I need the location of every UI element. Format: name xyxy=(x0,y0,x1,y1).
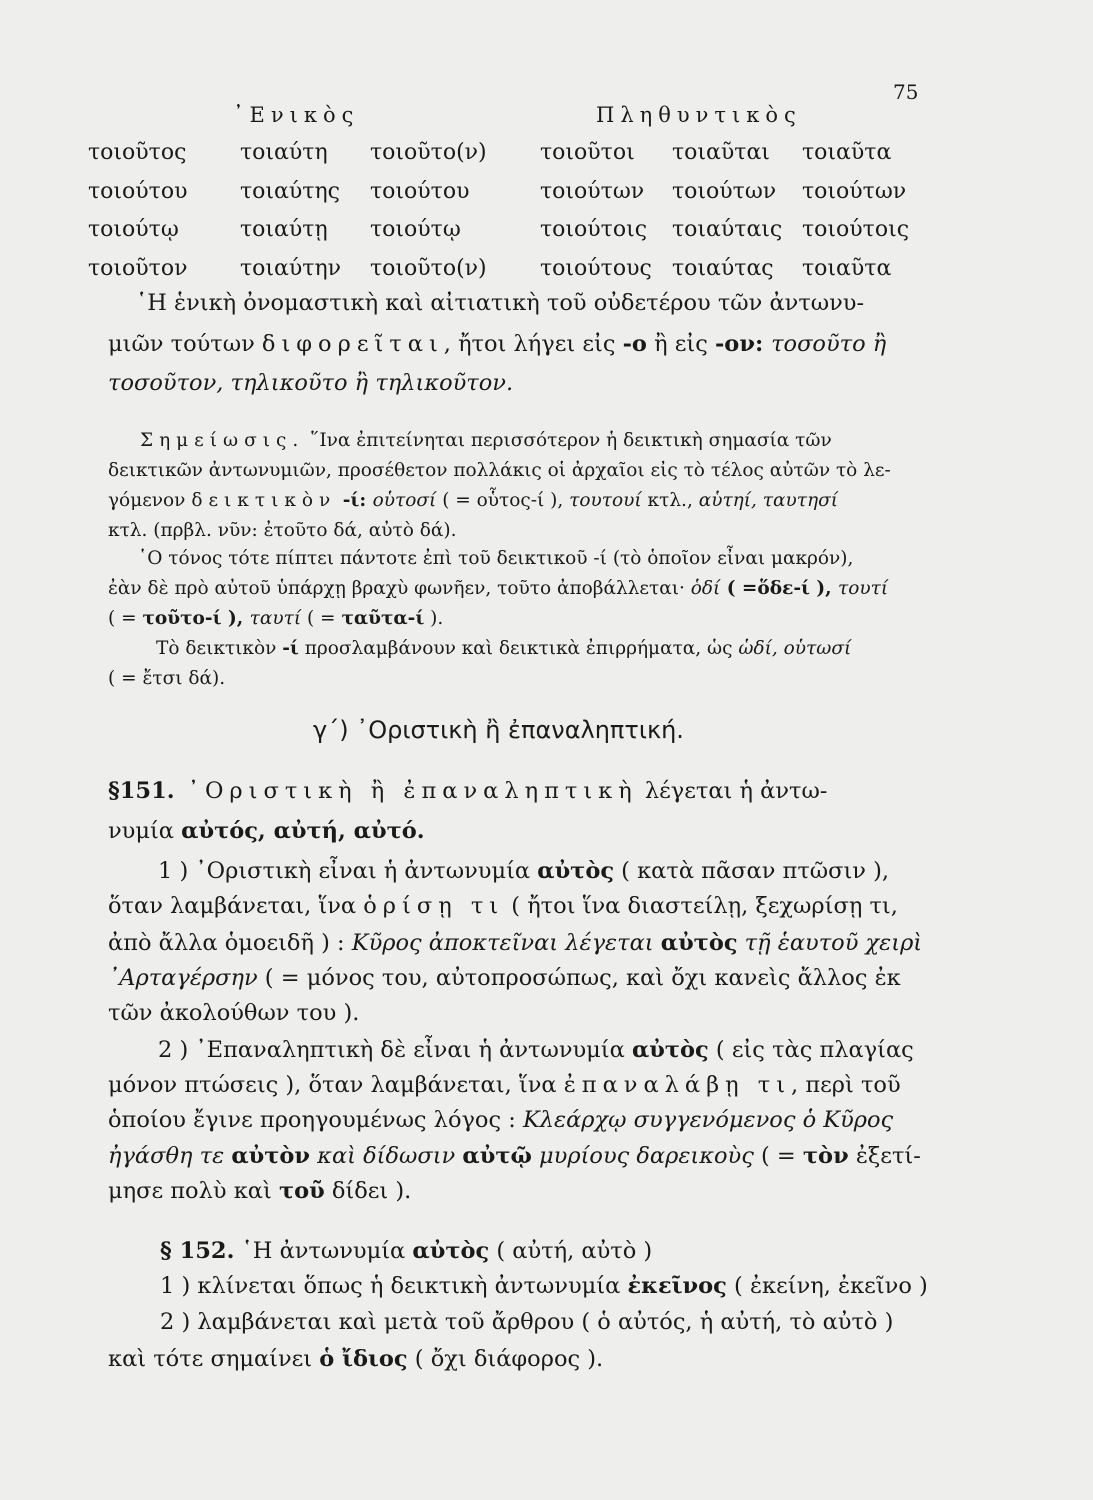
section-151-line: ἀπὸ ἄλλα ὁμοειδῆ ) : Κῦρος ἀποκτεῖναι λέγεται αὐτὸς τῇ ἑαυτοῦ χειρὶ xyxy=(108,930,923,956)
table-cell: τοιοῦτο(ν) xyxy=(370,255,487,281)
section-152-line: καὶ τότε σημαίνει ὁ ἴδιος ( ὄχι διάφορος ). xyxy=(108,1346,604,1372)
table-cell: τοιαύτη xyxy=(240,140,328,165)
note-line: γόμενον δεικτικὸν -ί: οὑτοσί ( = οὗτος-ί ), τουτουί κτλ., αὑτηί, ταυτησί xyxy=(108,490,838,511)
section-151-line: 1 ) ᾿Οριστικὴ εἶναι ἡ ἀντωνυμία αὐτὸς ( κατὰ πᾶσαν πτῶσιν ), xyxy=(158,858,890,884)
paragraph-line: μιῶν τούτων διφορεῖται, ἤτοι λήγει εἰς -ο ἢ εἰς -ον: τοσοῦτο ἢ xyxy=(108,331,887,357)
section-151-line: ὅταν λαμβάνεται, ἵνα ὁρίσῃ τι ( ἤτοι ἵνα διαστείλῃ, ξεχωρίσῃ τι, xyxy=(108,893,898,919)
table-cell: τοιαύτης xyxy=(240,178,340,204)
page-number: 75 xyxy=(893,80,919,104)
table-cell: τοιαύτας xyxy=(672,255,774,281)
table-cell: τοιούτους xyxy=(540,255,652,281)
section-151-line: τῶν ἀκολούθων του ). xyxy=(108,1000,360,1026)
table-cell: τοιοῦτον xyxy=(88,255,188,281)
table-cell: τοιούτῳ xyxy=(88,217,179,242)
note-line: ( = τοῦτο-ί ), ταυτί ( = ταῦτα-ί ). xyxy=(108,608,444,629)
paragraph-line: τοσοῦτον, τηλικοῦτο ἢ τηλικοῦτον. xyxy=(108,370,514,396)
table-cell: τοιοῦτος xyxy=(88,140,187,165)
table-cell: τοιούτου xyxy=(88,178,188,204)
table-cell: τοιούτου xyxy=(370,178,470,204)
section-151-line: ὁποίου ἔγινε προηγουμένως λόγος : Κλεάρχῳ συγγενόμενος ὁ Κῦρος xyxy=(108,1107,894,1133)
note-line: Τὸ δεικτικὸν -ί προσλαμβάνουν καὶ δεικτικὰ ἐπιρρήματα, ὡς ὡδί, οὑτωσί xyxy=(156,638,852,659)
table-cell: τοιαύτῃ xyxy=(240,217,328,242)
table-cell: τοιαῦτα xyxy=(802,255,892,281)
table-cell: τοιαύτην xyxy=(240,255,341,281)
section-152-line: 1 ) κλίνεται ὅπως ἡ δεικτικὴ ἀντωνυμία ἐκεῖνος ( ἐκείνη, ἐκεῖνο ) xyxy=(160,1273,928,1299)
paragraph-line: ῾Η ἑνικὴ ὀνομαστικὴ καὶ αἰτιατικὴ τοῦ οὐδετέρου τῶν ἀντωνυ- xyxy=(136,290,865,316)
section-152-line: § 152. ῾Η ἀντωνυμία αὐτὸς ( αὐτή, αὐτὸ ) xyxy=(160,1238,653,1264)
table-cell: τοιούτων xyxy=(672,178,777,204)
section-151-line: μησε πολὺ καὶ τοῦ δίδει ). xyxy=(108,1178,412,1204)
table-cell: τοιοῦτοι xyxy=(540,140,635,165)
table-cell: τοιαῦται xyxy=(672,140,770,165)
table-cell: τοιούτων xyxy=(802,178,907,204)
table-cell: τοιούτῳ xyxy=(370,217,461,242)
note-line: δεικτικῶν ἀντωνυμιῶν, προσέθετον πολλάκις οἱ ἀρχαῖοι εἰς τὸ τέλος αὐτῶν τὸ λε- xyxy=(108,460,891,481)
note-line: ( = ἔτσι δά). xyxy=(108,668,226,689)
section-151-line: 2 ) ᾿Επαναληπτικὴ δὲ εἶναι ἡ ἀντωνυμία αὐτὸς ( εἰς τὰς πλαγίας xyxy=(158,1037,914,1063)
table-cell: τοιούτοις xyxy=(802,217,910,242)
note-line: ἐὰν δὲ πρὸ αὐτοῦ ὑπάρχῃ βραχὺ φωνῆεν, τοῦτο ἀποβάλλεται· ὁδί ( =ὅδε-ί ), τουτί xyxy=(108,578,889,599)
table-header-singular: ᾿Ενικὸς xyxy=(233,103,360,127)
note-line: ῾Ο τόνος τότε πίπτει πάντοτε ἐπὶ τοῦ δεικτικοῦ -ί (τὸ ὁποῖον εἶναι μακρόν), xyxy=(138,548,854,569)
section-151-line: μόνον πτώσεις ), ὅταν λαμβάνεται, ἵνα ἐπαναλάβῃ τι, περὶ τοῦ xyxy=(108,1072,901,1098)
note-line: Σημείωσις. ῞Ινα ἐπιτείνηται περισσότερον ἡ δεικτικὴ σημασία τῶν xyxy=(140,430,832,451)
table-cell: τοιούτων xyxy=(540,178,645,204)
section-151-line: §151. ᾿Οριστικὴ ἢ ἐπαναληπτικὴ λέγεται ἡ ἀντω- xyxy=(108,778,828,804)
section-152-line: 2 ) λαμβάνεται καὶ μετὰ τοῦ ἄρθρου ( ὁ αὐτός, ἡ αὐτή, τὸ αὐτὸ ) xyxy=(160,1309,894,1335)
table-header-plural: Πληθυντικὸς xyxy=(596,103,802,127)
note-line: κτλ. (πρβλ. νῦν: ἐτοῦτο δά, αὐτὸ δά). xyxy=(108,520,457,541)
table-cell: τοιαῦτα xyxy=(802,140,892,165)
section-151-line: ᾿Αρταγέρσην ( = μόνος του, αὐτοπροσώπως, καὶ ὄχι κανεὶς ἄλλος ἐκ xyxy=(108,965,901,991)
table-cell: τοιοῦτο(ν) xyxy=(370,140,487,165)
table-cell: τοιούτοις xyxy=(540,217,648,242)
section-151-line: νυμία αὐτός, αὐτή, αὐτό. xyxy=(108,818,425,844)
section-151-line: ἠγάσθη τε αὐτὸν καὶ δίδωσιν αὐτῷ μυρίους δαρεικοὺς ( = τὸν ἐξετί- xyxy=(108,1143,921,1169)
section-heading: γ΄) ᾿Οριστικὴ ἢ ἐπαναληπτική. xyxy=(313,716,684,744)
table-cell: τοιαύταις xyxy=(672,217,783,242)
